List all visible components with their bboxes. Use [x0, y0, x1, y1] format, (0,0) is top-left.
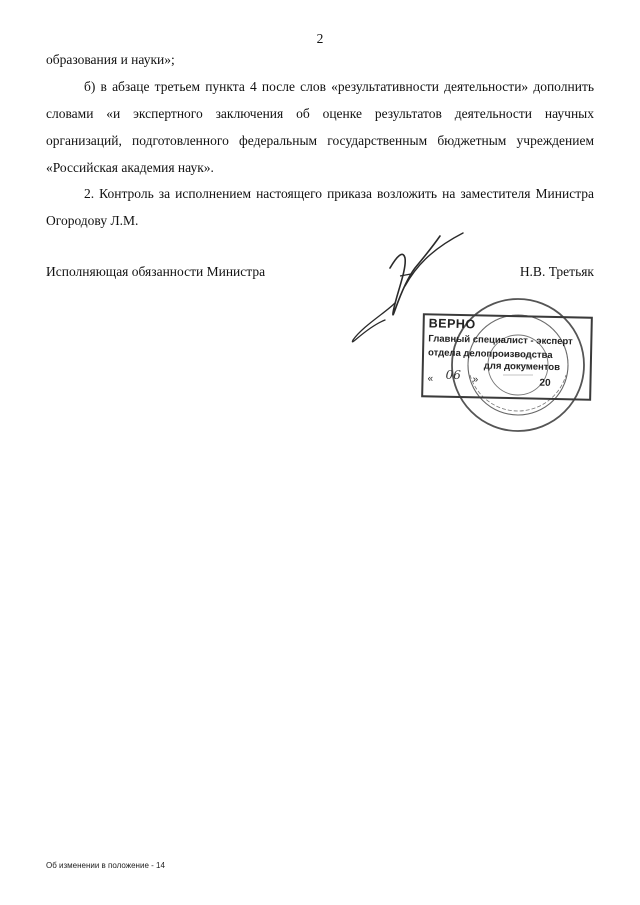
paragraph-b — [46, 73, 594, 181]
continuation-line — [46, 46, 594, 73]
paragraph-2-text: 2. Контроль за исполнением настоящего приказа возложить на заместителя Министра Огородову Л.М. — [46, 186, 594, 228]
paragraph-2 — [46, 180, 594, 234]
signatory-title: Исполняющая обязанности Министра — [46, 264, 266, 279]
stamp-quote-close: » — [472, 374, 479, 386]
stamp-position: Главный специалист - эксперт — [428, 333, 573, 348]
continuation-text: образования и науки»; — [46, 52, 175, 67]
stamp-quote-open: « — [427, 373, 434, 385]
footer-note: Об изменении в положение - 14 — [46, 861, 165, 870]
stamp-purpose: для документов — [483, 360, 561, 374]
stamp-year: 20 — [539, 377, 551, 389]
stamp-department: отдела делопроизводства — [427, 347, 553, 361]
paragraph-b-text: б) в абзаце третьем пункта 4 после слов «результативности деятельности» дополнить словами «и экспертного заключения об оценке результатов деятельности научных организаций, подготовленного федеральным государственным бюджетным учреждением «Российская академия наук». — [46, 79, 594, 175]
certification-stamp — [421, 313, 593, 401]
signatory-name: Н.В. Третьяк — [519, 264, 594, 279]
stamp-head: ВЕРНО — [428, 316, 476, 332]
page-number: 2 — [316, 31, 324, 46]
stamp-date-day: 06 — [445, 367, 462, 383]
